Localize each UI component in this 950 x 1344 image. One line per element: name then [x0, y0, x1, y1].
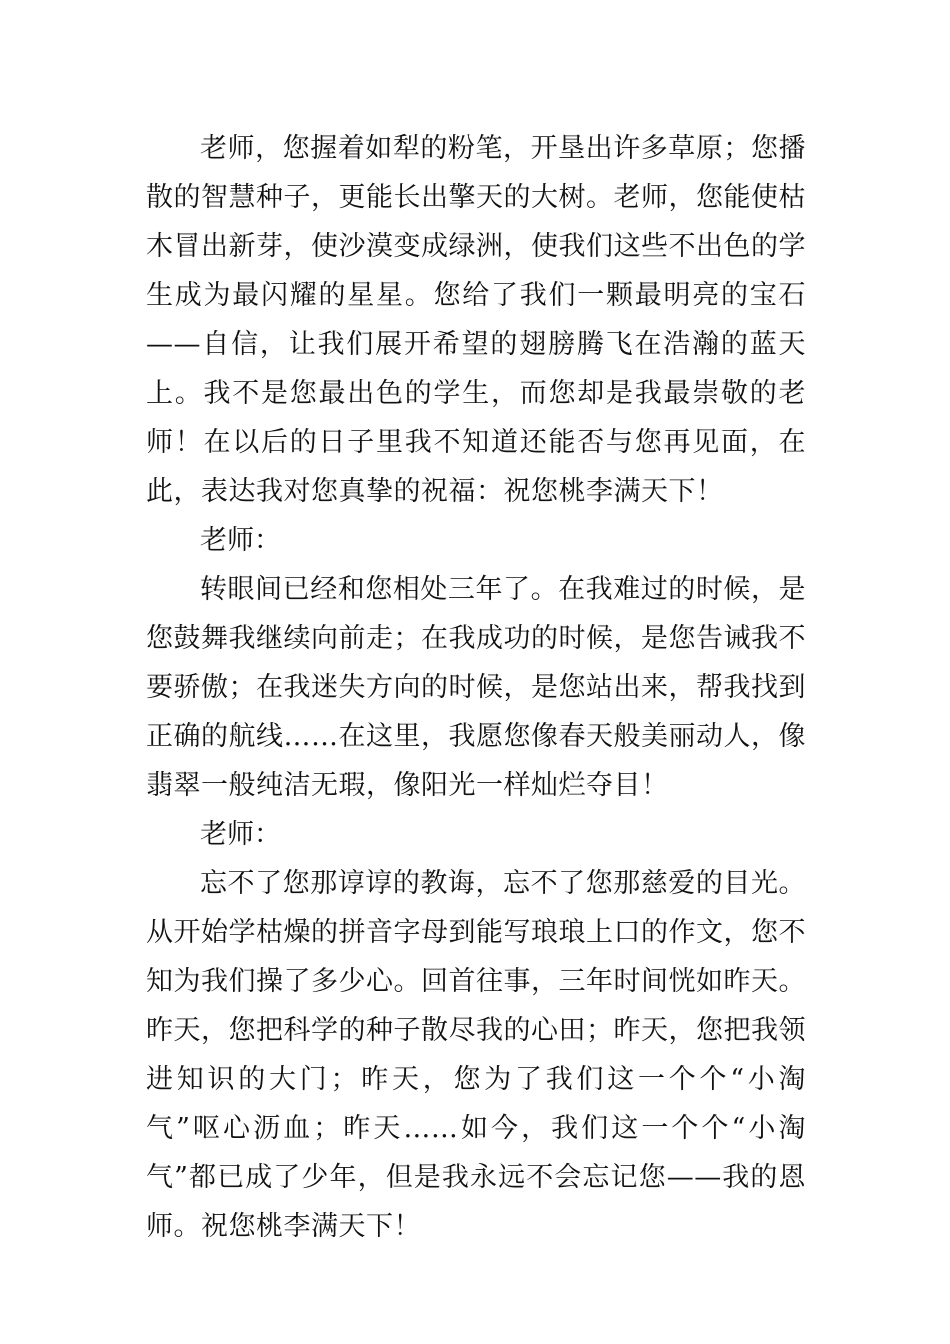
paragraph-2: 转眼间已经和您相处三年了。在我难过的时候，是您鼓舞我继续向前走；在我成功的时候，是您告诫我不要骄傲；在我迷失方向的时候，是您站出来，帮我找到正确的航线……在这里，我愿您像春天般美丽动人，像翡翠一般纯洁无瑕，像阳光一样灿烂夺目！ — [146, 574, 806, 801]
paragraph-3: 忘不了您那谆谆的教诲，忘不了您那慈爱的目光。从开始学枯燥的拼音字母到能写琅琅上口的作文，您不知为我们操了多少心。回首往事，三年时间恍如昨天。昨天，您把科学的种子散尽我的心田；昨天，您把我领进知识的大门；昨天，您为了我们这一个个“小淘气”呕心沥血；昨天……如今，我们这一个个“小淘气”都已成了少年，但是我永远不会忘记您——我的恩师。祝您桃李满天下！ — [146, 868, 806, 1242]
salutation-2: 老师： — [200, 819, 281, 850]
document-page — [146, 124, 806, 1251]
salutation-1: 老师： — [200, 525, 281, 556]
paragraph-1: 老师，您握着如犁的粉笔，开垦出许多草原；您播散的智慧种子，更能长出擎天的大树。老师，您能使枯木冒出新芽，使沙漠变成绿洲，使我们这些不出色的学生成为最闪耀的星星。您给了我们一颗最明亮的宝石——自信，让我们展开希望的翅膀腾飞在浩瀚的蓝天上。我不是您最出色的学生，而您却是我最崇敬的老师！在以后的日子里我不知道还能否与您再见面，在此，表达我对您真挚的祝福：祝您桃李满天下！ — [146, 133, 806, 507]
